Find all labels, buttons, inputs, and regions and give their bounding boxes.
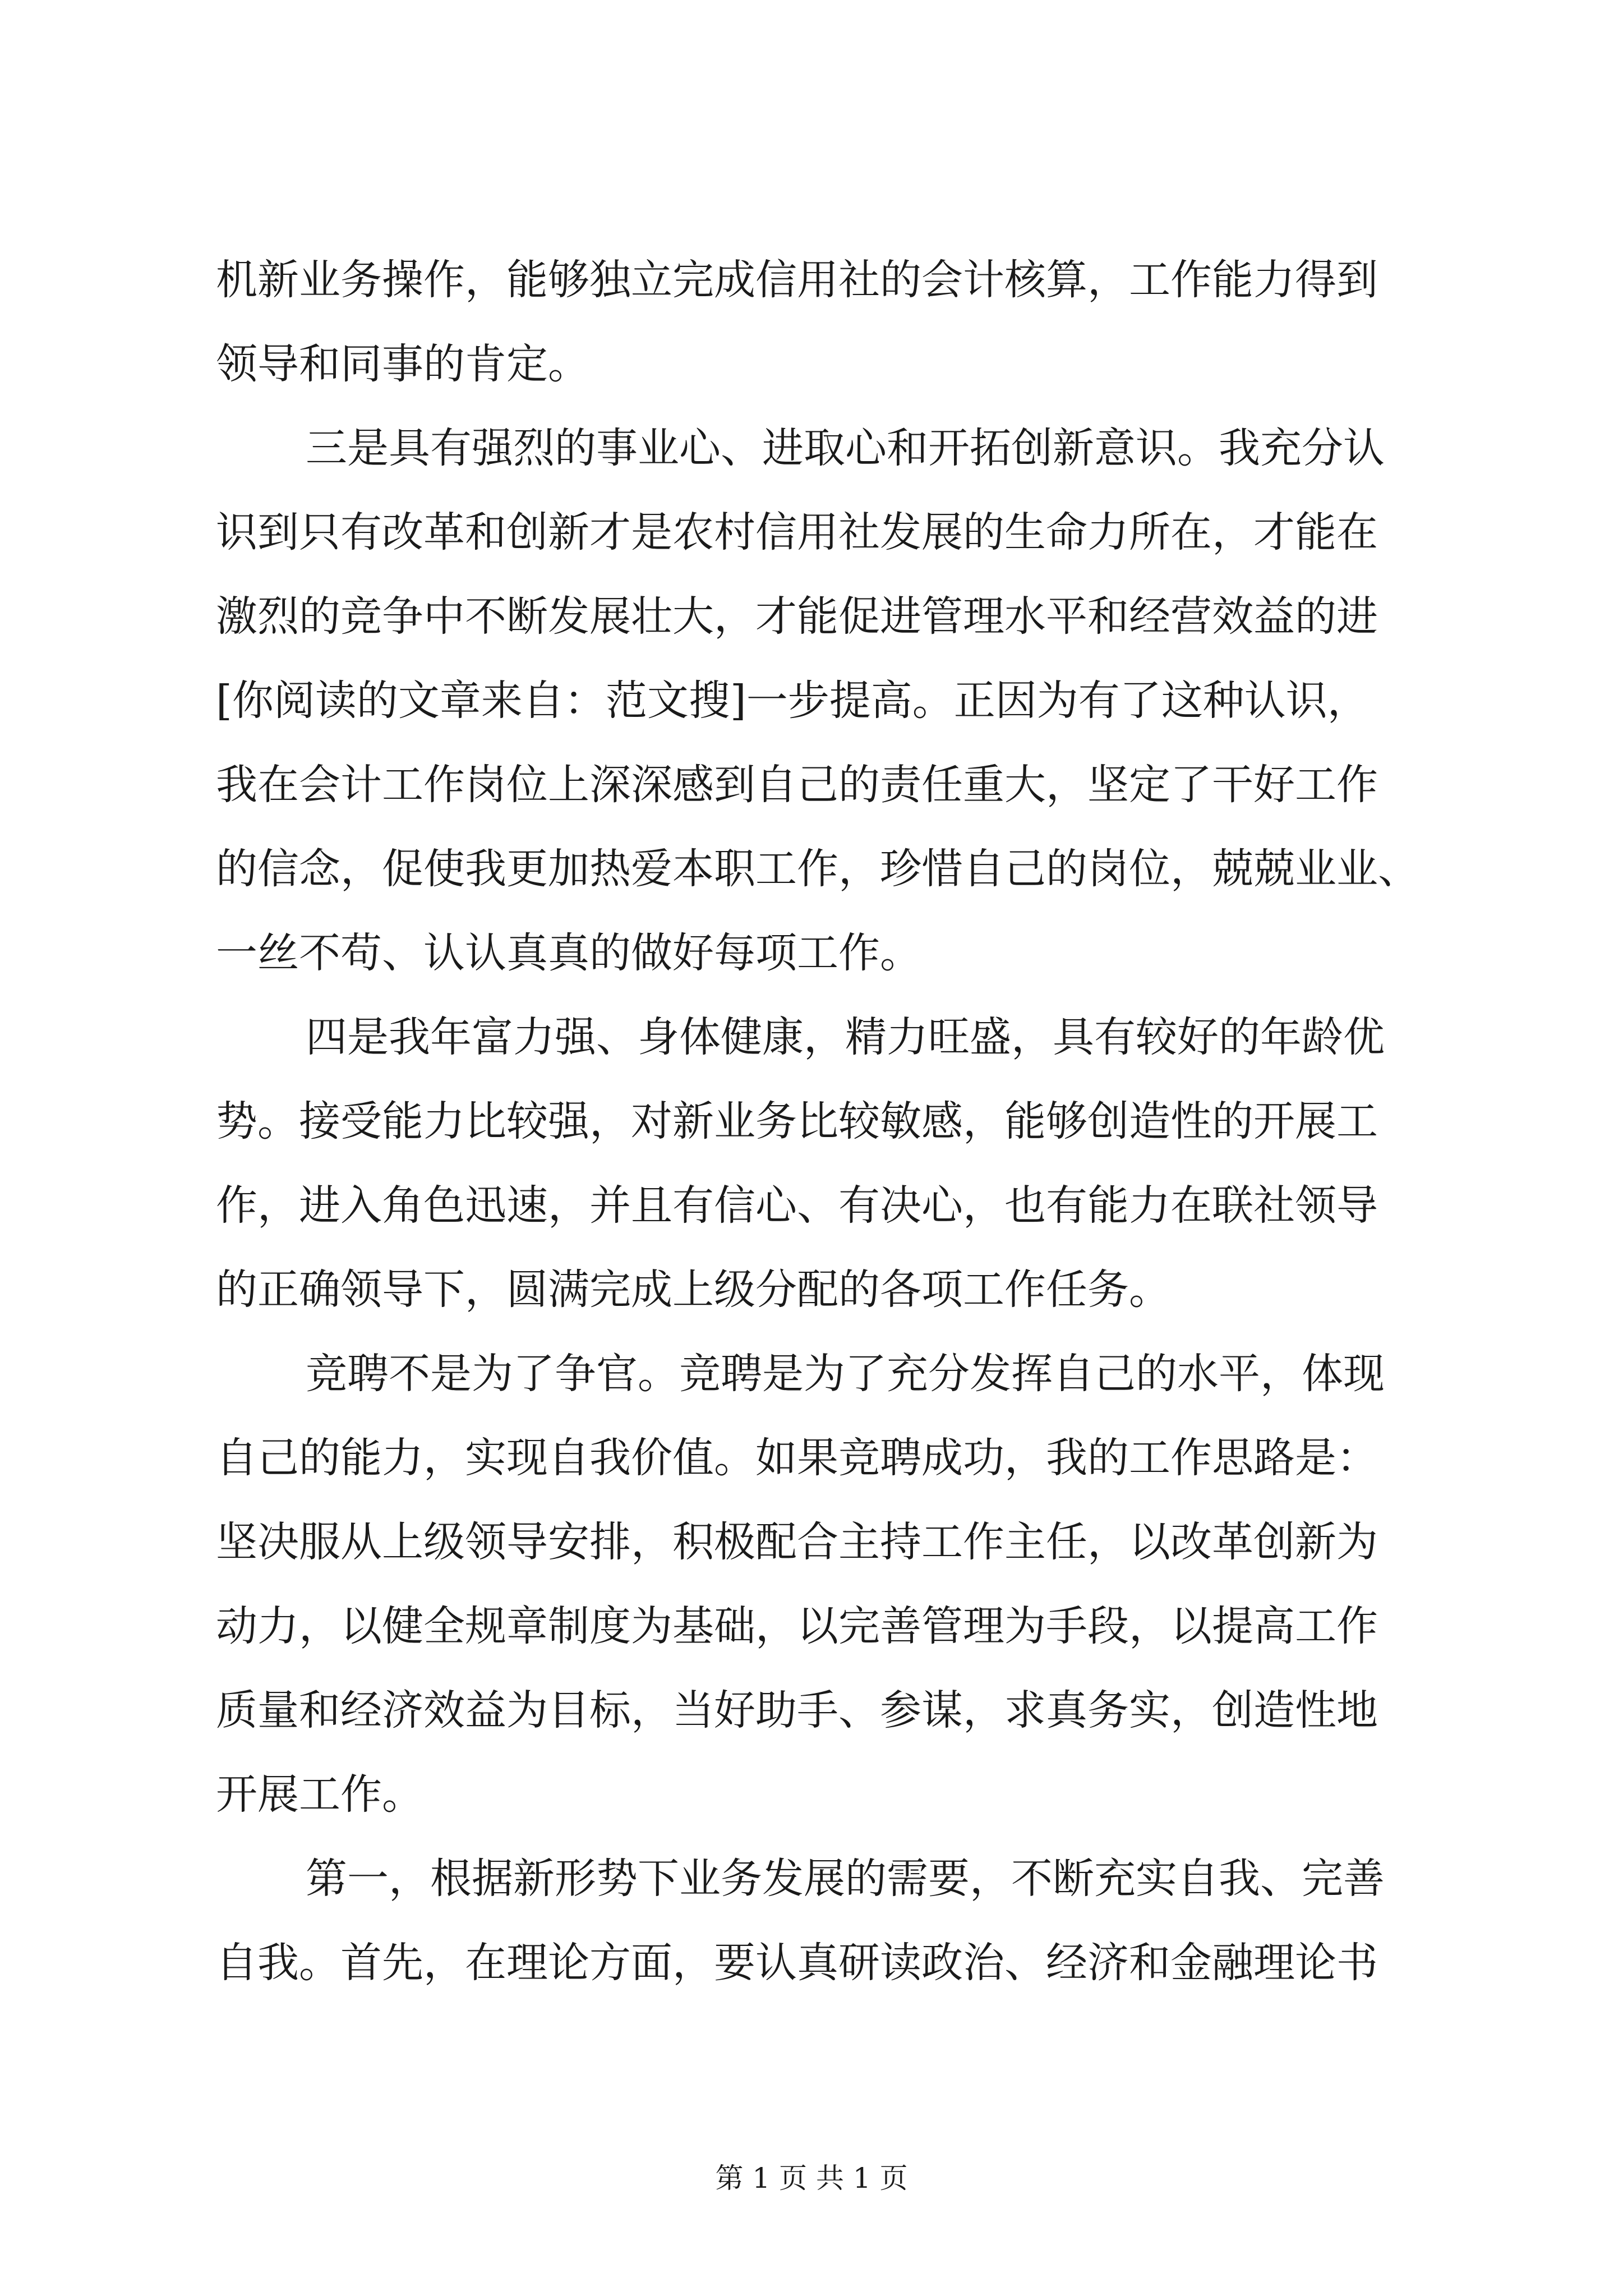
text-line: 动力，以健全规章制度为基础，以完善管理为手段，以提高工作 (216, 1602, 1378, 1650)
text-line: 激烈的竞争中不断发展壮大，才能促进管理水平和经营效益的进 (216, 592, 1378, 641)
text-line: 质量和经济效益为目标，当好助手、参谋，求真务实，创造性地 (216, 1686, 1378, 1734)
document-body (216, 256, 1427, 2026)
text-line: 势。接受能力比较强，对新业务比较敏感，能够创造性的开展工 (216, 1097, 1378, 1145)
text-line: 自我。首先，在理论方面，要认真研读政治、经济和金融理论书 (216, 1939, 1378, 1987)
text-line: 坚决服从上级领导安排，积极配合主持工作主任，以改革创新为 (216, 1518, 1378, 1566)
text-line: [你阅读的文章来自：范文搜]一步提高。正因为有了这种认识， (216, 677, 1369, 725)
text-line: 开展工作。 (216, 1770, 423, 1819)
text-line: 一丝不苟、认认真真的做好每项工作。 (216, 929, 921, 977)
paragraph-start-line: 三是具有强烈的事业心、进取心和开拓创新意识。我充分认 (306, 424, 1385, 472)
text-line: 的信念，促使我更加热爱本职工作，珍惜自己的岗位，兢兢业业、 (216, 845, 1419, 893)
text-line: 的正确领导下，圆满完成上级分配的各项工作任务。 (216, 1266, 1170, 1314)
text-line: 我在会计工作岗位上深深感到自己的责任重大，坚定了干好工作 (216, 761, 1378, 809)
text-line: 识到只有改革和创新才是农村信用社发展的生命力所在，才能在 (216, 508, 1378, 556)
text-line: 作，进入角色迅速，并且有信心、有决心，也有能力在联社领导 (216, 1181, 1378, 1230)
paragraph-start-line: 竞聘不是为了争官。竞聘是为了充分发挥自己的水平，体现 (306, 1350, 1385, 1398)
text-line: 自己的能力，实现自我价值。如果竞聘成功，我的工作思路是： (216, 1434, 1378, 1482)
page-number-label: 第 1 页 共 1 页 (715, 2162, 908, 2194)
paragraph-start-line: 四是我年富力强、身体健康，精力旺盛，具有较好的年龄优 (306, 1013, 1385, 1061)
text-line: 领导和同事的肯定。 (216, 340, 589, 388)
page-footer (0, 2164, 1623, 2192)
text-line: 机新业务操作，能够独立完成信用社的会计核算，工作能力得到 (216, 256, 1378, 304)
paragraph-start-line: 第一，根据新形势下业务发展的需要，不断充实自我、完善 (306, 1855, 1385, 1903)
